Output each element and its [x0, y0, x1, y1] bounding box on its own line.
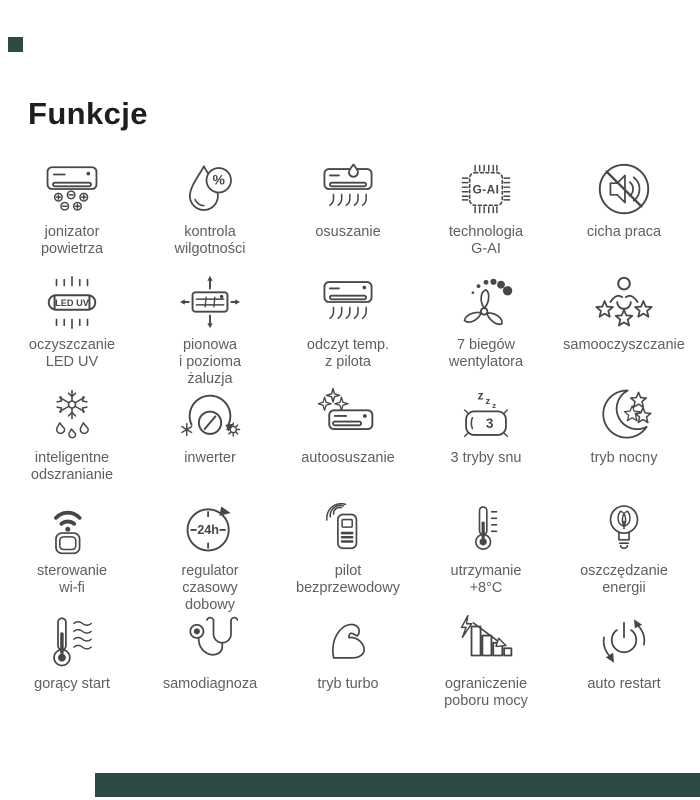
feature-label: oszczędzanie energii [580, 563, 668, 596]
feature-ac-ionizer [3, 156, 141, 269]
feature-label: pilot bezprzewodowy [296, 563, 400, 596]
feature-night-mode [555, 382, 693, 495]
night-mode-icon [595, 382, 653, 448]
svg-text:3: 3 [485, 416, 494, 432]
feature-label: gorący start [34, 676, 110, 692]
feature-label: kontrola wilgotności [174, 224, 246, 257]
svg-text:G-AI: G-AI [472, 183, 500, 197]
feature-label: cicha praca [586, 224, 662, 240]
inverter-icon [179, 382, 241, 448]
feature-label: tryb turbo [317, 676, 379, 692]
feature-label: autoosuszanie [301, 450, 395, 466]
feature-label: inwerter [184, 450, 236, 466]
feature-label: technologia G-AI [448, 224, 524, 257]
sleep-modes-icon [457, 382, 515, 448]
feature-keep-8c [417, 495, 555, 608]
feature-sleep-modes [417, 382, 555, 495]
mute-icon [593, 156, 655, 222]
feature-label: utrzymanie +8°C [450, 563, 522, 596]
svg-text:z: z [492, 400, 497, 410]
svg-text:24h: 24h [197, 523, 220, 538]
feature-label: ograniczenie poboru mocy [444, 676, 528, 709]
svg-text:%: % [212, 171, 225, 188]
wifi-control-icon [45, 495, 99, 561]
self-clean-icon [593, 269, 655, 335]
louver-icon [179, 269, 241, 335]
svg-text:LED UV: LED UV [55, 297, 89, 308]
feature-label: oczyszczanie LED UV [28, 337, 116, 370]
feature-label: 7 biegów wentylatora [448, 337, 524, 370]
remote-temp-icon [319, 269, 377, 335]
feature-fan-speeds [417, 269, 555, 382]
features-grid [3, 156, 693, 721]
feature-label: 3 tryby snu [450, 450, 522, 466]
feature-turbo-mode [279, 608, 417, 721]
feature-auto-dry [279, 382, 417, 495]
feature-led-uv [3, 269, 141, 382]
feature-hot-start [3, 608, 141, 721]
feature-remote-temp [279, 269, 417, 382]
energy-saving-icon [597, 495, 651, 561]
feature-label: sterowanie wi-fi [36, 563, 108, 596]
auto-dry-icon [318, 382, 378, 448]
feature-mute [555, 156, 693, 269]
feature-inverter [141, 382, 279, 495]
hot-start-icon [44, 608, 100, 674]
feature-label: samooczyszczanie [563, 337, 685, 353]
defrost-icon [44, 382, 100, 448]
feature-label: osuszanie [315, 224, 381, 240]
power-limit-icon [457, 608, 515, 674]
feature-energy-saving [555, 495, 693, 608]
feature-dehumidify [279, 156, 417, 269]
svg-text:z: z [485, 396, 491, 408]
feature-label: jonizator powietrza [40, 224, 104, 257]
feature-defrost [3, 382, 141, 495]
feature-label: pionowa i pozioma żaluzja [178, 337, 242, 387]
bottom-accent-bar [95, 773, 700, 797]
feature-label: inteligentne odszranianie [30, 450, 114, 483]
fan-speeds-icon [456, 269, 516, 335]
turbo-mode-icon [321, 608, 375, 674]
led-uv-icon [41, 269, 103, 335]
feature-label: samodiagnoza [162, 676, 258, 692]
dehumidify-icon [319, 156, 377, 222]
feature-self-clean [555, 269, 693, 382]
feature-wireless-remote [279, 495, 417, 608]
feature-humidity-control [141, 156, 279, 269]
svg-text:z: z [477, 389, 484, 403]
feature-self-diagnosis [141, 608, 279, 721]
timer-24h-icon [180, 495, 240, 561]
gai-chip-icon [457, 156, 515, 222]
feature-gai-chip [417, 156, 555, 269]
feature-auto-restart [555, 608, 693, 721]
feature-power-limit [417, 608, 555, 721]
feature-label: odczyt temp. z pilota [306, 337, 390, 370]
ac-ionizer-icon [43, 156, 101, 222]
feature-louver [141, 269, 279, 387]
keep-8c-icon [460, 495, 512, 561]
corner-accent-square [8, 37, 23, 52]
feature-label: tryb nocny [590, 450, 658, 466]
page-title: Funkcje [28, 96, 148, 131]
wireless-remote-icon [321, 495, 375, 561]
auto-restart-icon [595, 608, 653, 674]
feature-label: auto restart [587, 676, 661, 692]
feature-wifi-control [3, 495, 141, 608]
humidity-control-icon [182, 156, 238, 222]
self-diagnosis-icon [182, 608, 238, 674]
feature-label: regulator czasowy dobowy [181, 563, 239, 613]
feature-timer-24h [141, 495, 279, 613]
